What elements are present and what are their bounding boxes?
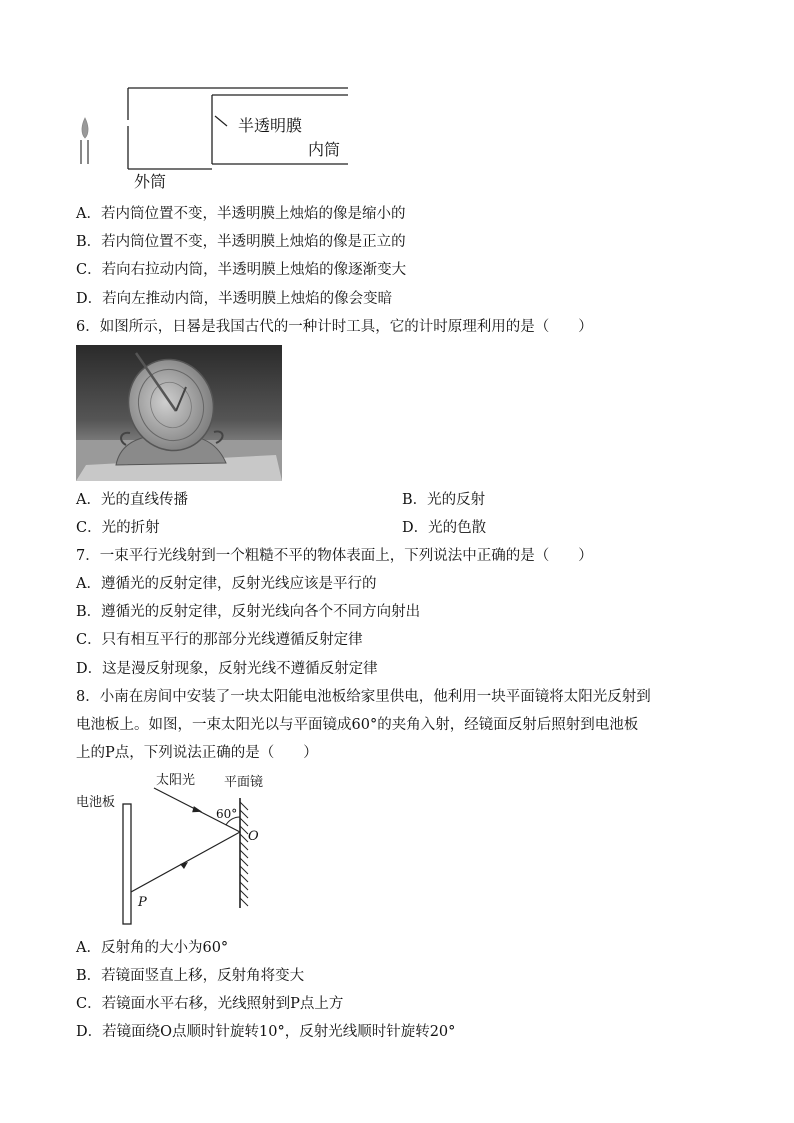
q5-option-d: D．若向左推动内筒，半透明膜上烛焰的像会变暗 bbox=[76, 291, 393, 307]
q6-option-a: A．光的直线传播 bbox=[76, 492, 188, 508]
reflected-ray bbox=[131, 832, 240, 892]
q5-option-b: B．若内筒位置不变，半透明膜上烛焰的像是正立的 bbox=[76, 234, 406, 250]
sundial-photo bbox=[76, 345, 282, 481]
q6-option-b: B．光的反射 bbox=[402, 492, 486, 508]
battery-panel bbox=[123, 804, 131, 924]
q8-option-a: A．反射角的大小为60° bbox=[76, 940, 229, 956]
q7-option-c: C．只有相互平行的那部分光线遵循反射定律 bbox=[76, 632, 363, 648]
sunlight-label: 太阳光 bbox=[156, 773, 196, 788]
q8-option-d: D．若镜面绕O点顺时针旋转10°，反射光线顺时针旋转20° bbox=[76, 1024, 456, 1040]
q7-option-b: B．遵循光的反射定律，反射光线向各个不同方向射出 bbox=[76, 604, 421, 620]
mirror-reflection-figure bbox=[76, 768, 276, 930]
outer-tube-label: 外筒 bbox=[134, 172, 167, 191]
angle-label: 60° bbox=[216, 807, 238, 821]
q8-stem-line-3: 上的P点，下列说法正确的是（ ） bbox=[76, 745, 318, 761]
inner-tube-label: 内筒 bbox=[308, 140, 341, 159]
panel-label: 电池板 bbox=[76, 795, 116, 810]
mirror-label: 平面镜 bbox=[224, 775, 264, 790]
q8-stem-line-1: 8．小南在房间中安装了一块太阳能电池板给家里供电，他利用一块平面镜将太阳光反射到 bbox=[76, 689, 651, 705]
q7-option-a: A．遵循光的反射定律，反射光线应该是平行的 bbox=[76, 576, 377, 592]
mirror-hatching bbox=[240, 802, 248, 906]
q5-option-c: C．若向右拉动内筒，半透明膜上烛焰的像逐渐变大 bbox=[76, 262, 407, 278]
q7-option-d: D．这是漫反射现象，反射光线不遵循反射定律 bbox=[76, 661, 378, 677]
candle-icon bbox=[80, 118, 89, 164]
q5-option-a: A．若内筒位置不变，半透明膜上烛焰的像是缩小的 bbox=[76, 206, 406, 222]
q6-option-d: D．光的色散 bbox=[402, 520, 487, 536]
film-pointer bbox=[215, 116, 227, 126]
q8-stem-line-2: 电池板上。如图，一束太阳光以与平面镜成60°的夹角入射，经镜面反射后照射到电池板 bbox=[76, 717, 639, 733]
pinhole-camera-figure bbox=[70, 80, 360, 195]
q6-stem: 6．如图所示，日晷是我国古代的一种计时工具，它的计时原理利用的是（ ） bbox=[76, 319, 593, 335]
point-p-label: P bbox=[138, 895, 147, 910]
q8-option-b: B．若镜面竖直上移，反射角将变大 bbox=[76, 968, 305, 984]
q8-option-c: C．若镜面水平右移，光线照射到P点上方 bbox=[76, 996, 344, 1012]
q7-stem: 7．一束平行光线射到一个粗糙不平的物体表面上，下列说法中正确的是（ ） bbox=[76, 548, 593, 564]
film-label: 半透明膜 bbox=[238, 116, 303, 135]
q6-option-c: C．光的折射 bbox=[76, 520, 160, 536]
point-o-label: O bbox=[248, 829, 259, 844]
